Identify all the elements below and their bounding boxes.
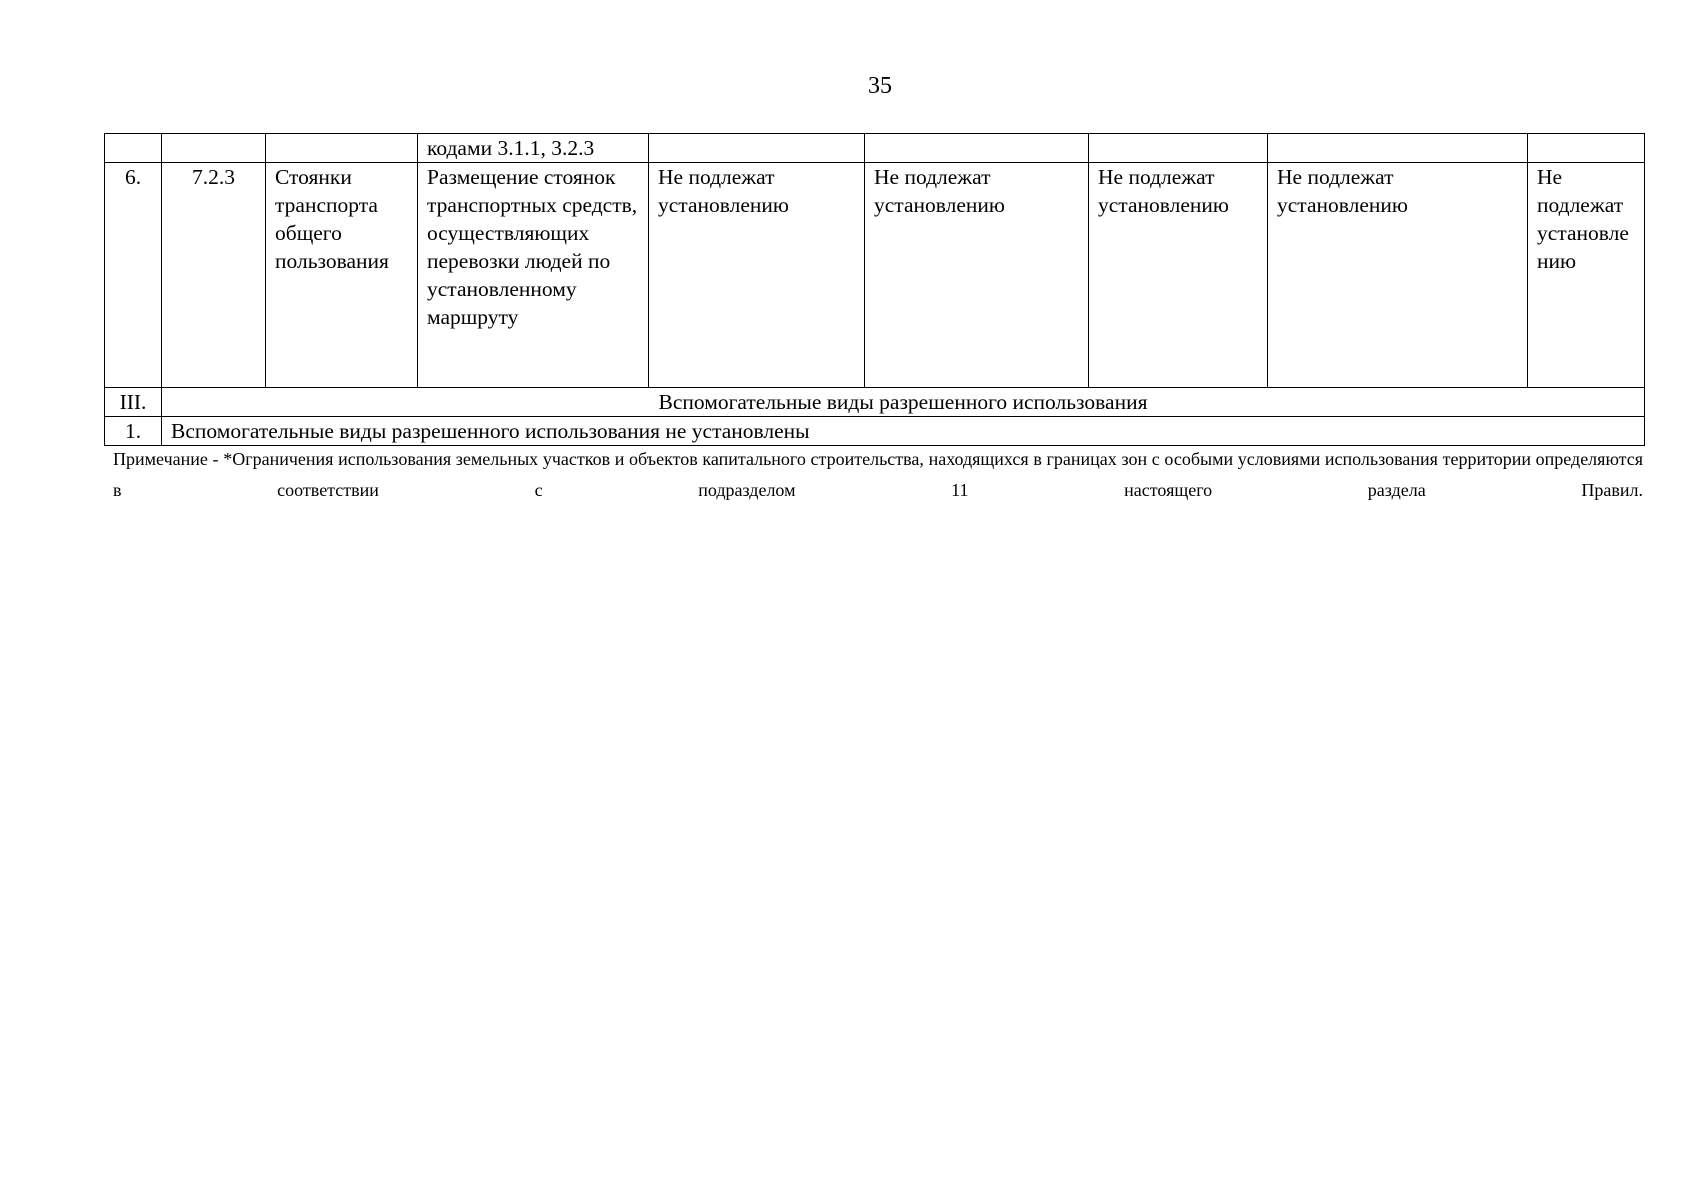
footnote <box>113 444 1643 506</box>
cell-param-4: Не подлежат установлению <box>1268 163 1528 388</box>
cell-param-1: Не подлежат установлению <box>649 163 865 388</box>
cell-param-4 <box>1268 134 1528 163</box>
cell-param-3 <box>1089 134 1268 163</box>
cell-number <box>105 134 162 163</box>
footnote-line-1: Примечание - *Ограничения использования земельных участков и объектов капитального строительства, находящихся в границах зон с особыми условиями использования <box>113 449 1438 469</box>
table-row-continuation <box>105 134 1645 163</box>
cell-param-3: Не подлежат установлению <box>1089 163 1268 388</box>
item-number: 1. <box>105 417 162 446</box>
item-text: Вспомогательные виды разрешенного использования не установлены <box>162 417 1645 446</box>
footnote-line-2: территории определяются в соответствии с подразделом 11 настоящего раздела Правил. <box>113 449 1644 500</box>
section-number: III. <box>105 388 162 417</box>
cell-code: 7.2.3 <box>162 163 266 388</box>
cell-number: 6. <box>105 163 162 388</box>
section-title: Вспомогательные виды разрешенного использования <box>162 388 1645 417</box>
cell-code <box>162 134 266 163</box>
cell-param-2: Не подлежат установлению <box>865 163 1089 388</box>
cell-description: Размещение стоянок транспортных средств, осуществляющих перевозки людей по установленному маршруту <box>418 163 649 388</box>
table-row-item-1 <box>105 417 1645 446</box>
cell-description: кодами 3.1.1, 3.2.3 <box>418 134 649 163</box>
permitted-use-table <box>104 133 1645 446</box>
table-row-section-3 <box>105 388 1645 417</box>
cell-param-1 <box>649 134 865 163</box>
cell-param-5 <box>1528 134 1645 163</box>
table-row-6 <box>105 163 1645 388</box>
cell-name <box>266 134 418 163</box>
cell-param-2 <box>865 134 1089 163</box>
page-number: 35 <box>868 73 892 99</box>
cell-param-5: Не подлежат установлению <box>1528 163 1645 388</box>
cell-name: Стоянки транспорта общего пользования <box>266 163 418 388</box>
